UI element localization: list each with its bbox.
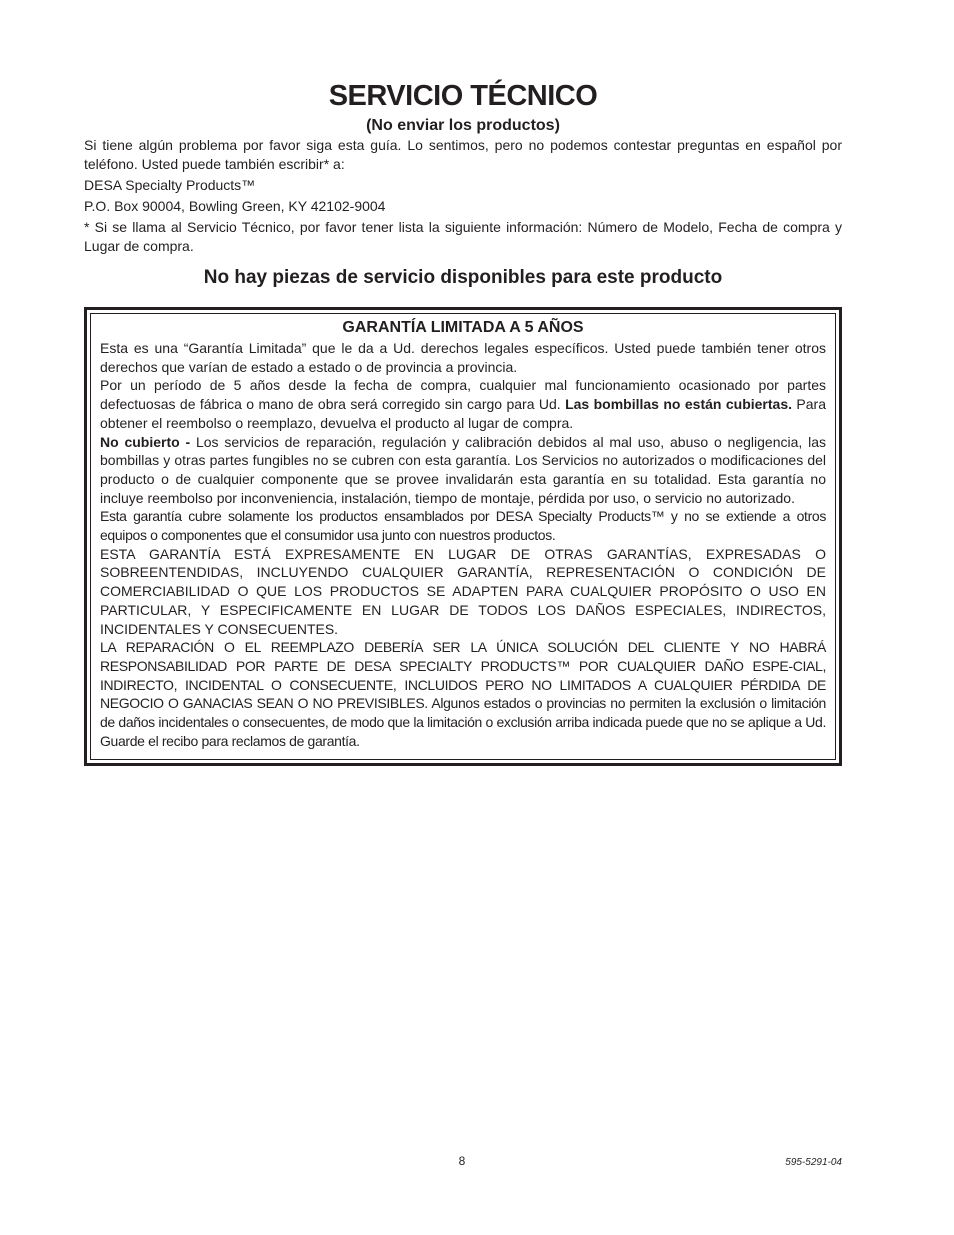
document-code: 595-5291-04: [785, 1157, 842, 1168]
page-title: SERVICIO TÉCNICO: [328, 80, 598, 112]
page-number: 8: [458, 1154, 466, 1168]
company-address: P.O. Box 90004, Bowling Green, KY 42102-9004: [84, 198, 386, 214]
warranty-p3-text: Los servicios de reparación, regulación y calibración debidos al mal uso, abuso o negligencia, las bombillas y otras partes fungibles no se cubren con esta garantía. Los Servicios no autorizados o modificaciones del producto o de cualquier componente que se provee invalidarán esta garantía en su totalidad. Esta garantía no incluye reembolso por inconveniencia, instalación, tiempo de montaje, pérdida por uso, o servicio no autorizado.: [100, 433, 826, 506]
warranty-p2-bold: Las bombillas no están cubiertas.: [565, 396, 793, 413]
warranty-paragraph-5: ESTA GARANTÍA ESTÁ EXPRESAMENTE EN LUGAR DE OTRAS GARANTÍAS, EXPRESADAS O SOBREENTENDIDAS, INCLUYENDO CUALQUIER GARANTÍA, REPRESENTACIÓN O CONDICIÓN DE COMERCIABILIDAD O QUE LOS PRODUCTOS SE ADAPTEN PARA CUALQUIER PROPÓSITO O USO EN PARTICULAR, Y ESPECIFICAMENTE EN LUGAR DE TODOS LOS DAÑOS ESPECIALES, INDIRECTOS, INCIDENTALES Y CONSECUENTES.: [100, 545, 826, 637]
warranty-box-inner: [90, 313, 836, 760]
intro-paragraph: Si tiene algún problema por favor siga esta guía. Lo sentimos, pero no podemos contestar preguntas en español por teléfono. Usted puede también escribir* a:: [84, 137, 842, 172]
warranty-paragraph-2: [100, 376, 826, 432]
service-note: * Si se llama al Servicio Técnico, por favor tener lista la siguiente información: Número de Modelo, Fecha de compra y Lugar de compra.: [84, 219, 842, 254]
document-page: [84, 78, 842, 766]
page-subtitle: (No enviar los productos): [366, 117, 560, 134]
warranty-paragraph-3: [100, 433, 826, 508]
warranty-p2-end: Para obtener el reembolso o reemplazo, devuelva el producto al lugar de compra.: [100, 396, 826, 431]
warranty-p3-bold: No cubierto -: [100, 433, 191, 450]
warranty-paragraph-4: Esta garantía cubre solamente los productos ensamblados por DESA Specialty Products™ y no se extiende a otros equipos o componentes que el consumidor usa junto con nuestros productos.: [100, 508, 826, 544]
warranty-paragraph-1: Esta es una “Garantía Limitada” que le da a Ud. derechos legales específicos. Usted puede también tener otros derechos que varían de estado a estado o de provincia a provincia.: [100, 340, 826, 375]
warranty-title: GARANTÍA LIMITADA A 5 AÑOS: [342, 319, 584, 336]
no-parts-heading: No hay piezas de servicio disponibles para este producto: [203, 267, 723, 288]
company-name: DESA Specialty Products™: [84, 177, 256, 193]
warranty-box: [84, 307, 842, 766]
warranty-paragraph-6: LA REPARACIÓN O EL REEMPLAZO DEBERÍA SER LA ÚNICA SOLUCIÓN DEL CLIENTE Y NO HABRÁ RESPONSABILIDAD POR PARTE DE DESA SPECIALTY PRODUCTS™ POR CUALQUIER DAÑO ESPE-CIAL, INDIRECTO, INCIDENTAL O CONSECUENTE, INCLUIDOS PERO NO LIMITADOS A CUALQUIER PÉRDIDA DE NEGOCIO O GANACIAS SEAN O NO PREVISIBLES. Algunos estados o provincias no permiten la exclusión o limitación de daños incidentales o consecuentes, de modo que la limitación o exclusión arriba indicada puede que no se aplique a Ud. Guarde el recibo para reclamos de garantía.: [100, 639, 826, 749]
warranty-p2-start: Por un período de 5 años desde la fecha de compra, cualquier mal funcionamiento ocasionado por partes defectuosas de fábrica o mano de obra será corregido sin cargo para Ud.: [100, 377, 826, 413]
